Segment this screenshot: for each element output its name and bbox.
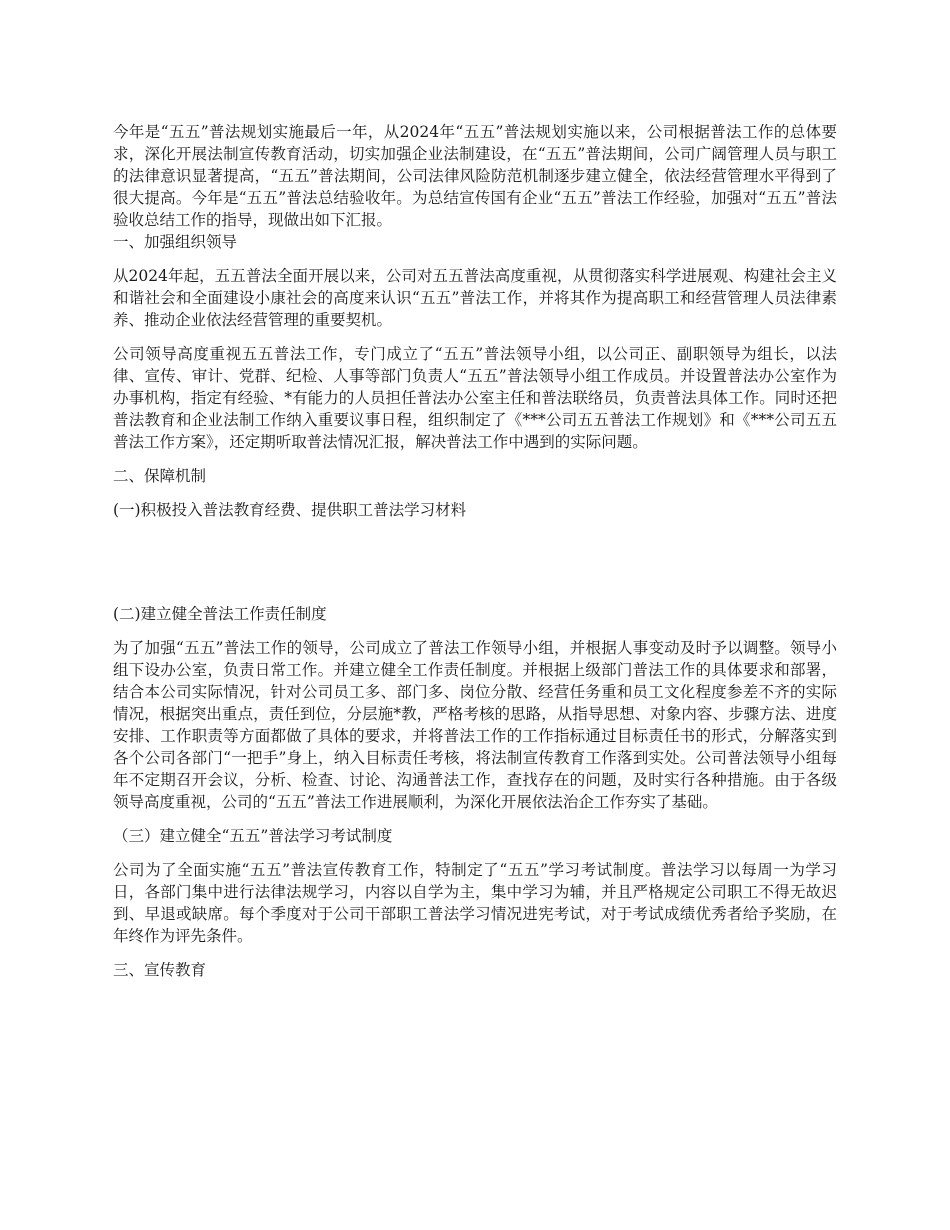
subsection-heading-2: (二)建立健全普法工作责任制度 — [113, 605, 327, 623]
section-heading-1: 一、加强组织领导 — [113, 233, 238, 251]
subsection2-paragraph: 为了加强“五五”普法工作的领导，公司成立了普法工作领导小组，并根据人事变动及时予以调整。领导小组下设办公室，负责日常工作。并建立健全工作责任制度。并根据上级部门普法工作的具体要求和部署，结合本公司实际情况，针对公司员工多、部门多、岗位分散、经营任务重和员工文化程度参差不齐的实际情况，根据突出重点，责任到位，分层施*教，严格考核的思路，从指导思想、对象内容、步骤方法、进度安排、工作职责等方面都做了具体的要求，并将普法工作的工作指标通过目标责任书的形式，分解落实到各个公司各部门“一把手”身上，纳入目标责任考核，将法制宣传教育工作落到实处。公司普法领导小组每年不定期召开会议，分析、检查、讨论、沟通普法工作，查找存在的问题，及时实行各种措施。由于各级领导高度重视，公司的“五五”普法工作进展顺利，为深化开展依法治企工作夯实了基础。 — [113, 639, 837, 811]
section1-paragraph-1: 从2024年起，五五普法全面开展以来，公司对五五普法高度重视，从贯彻落实科学进展观、构建社会主义和谐社会和全面建设小康社会的高度来认识“五五”普法工作，并将其作为提高职工和经营管理人员法律素养、推动企业依法经营管理的重要契机。 — [113, 267, 837, 329]
section1-paragraph-2: 公司领导高度重视五五普法工作，专门成立了“五五”普法领导小组，以公司正、副职领导为组长，以法律、宣传、审计、党群、纪检、人事等部门负责人“五五”普法领导小组工作成员。并设置普法办公室作为办事机构，指定有经验、*有能力的人员担任普法办公室主任和普法联络员，负责普法具体工作。同时还把普法教育和企业法制工作纳入重要议事日程，组织制定了《***公司五五普法工作规划》和《***公司五五普法工作方案》，还定期听取普法情况汇报，解决普法工作中遇到的实际问题。 — [113, 345, 837, 451]
intro-paragraph: 今年是“五五”普法规划实施最后一年，从2024年“五五”普法规划实施以来，公司根据普法工作的总体要求，深化开展法制宣传教育活动，切实加强企业法制建设，在“五五”普法期间，公司广阔管理人员与职工的法律意识显著提高，“五五”普法期间，公司法律风险防范机制逐步建立健全，依法经营管理水平得到了很大提高。今年是“五五”普法总结验收年。为总结宣传国有企业“五五”普法工作经验，加强对“五五”普法验收总结工作的指导，现做出如下汇报。 — [113, 123, 837, 229]
subsection-heading-3: （三）建立健全“五五”普法学习考试制度 — [113, 827, 393, 845]
document-body — [113, 121, 837, 981]
section-heading-3: 三、宣传教育 — [113, 961, 207, 979]
subsection3-paragraph: 公司为了全面实施“五五”普法宣传教育工作，特制定了“五五”学习考试制度。普法学习以每周一为学习日，各部门集中进行法律法规学习，内容以自学为主，集中学习为辅，并且严格规定公司职工不得无故迟到、早退或缺席。每个季度对于公司干部职工普法学习情况进宪考试，对于考试成绩优秀者给予奖励，在年终作为评先条件。 — [113, 861, 837, 945]
section-heading-2: 二、保障机制 — [113, 467, 207, 485]
subsection-heading-1: (一)积极投入普法教育经费、提供职工普法学习材料 — [113, 501, 467, 519]
